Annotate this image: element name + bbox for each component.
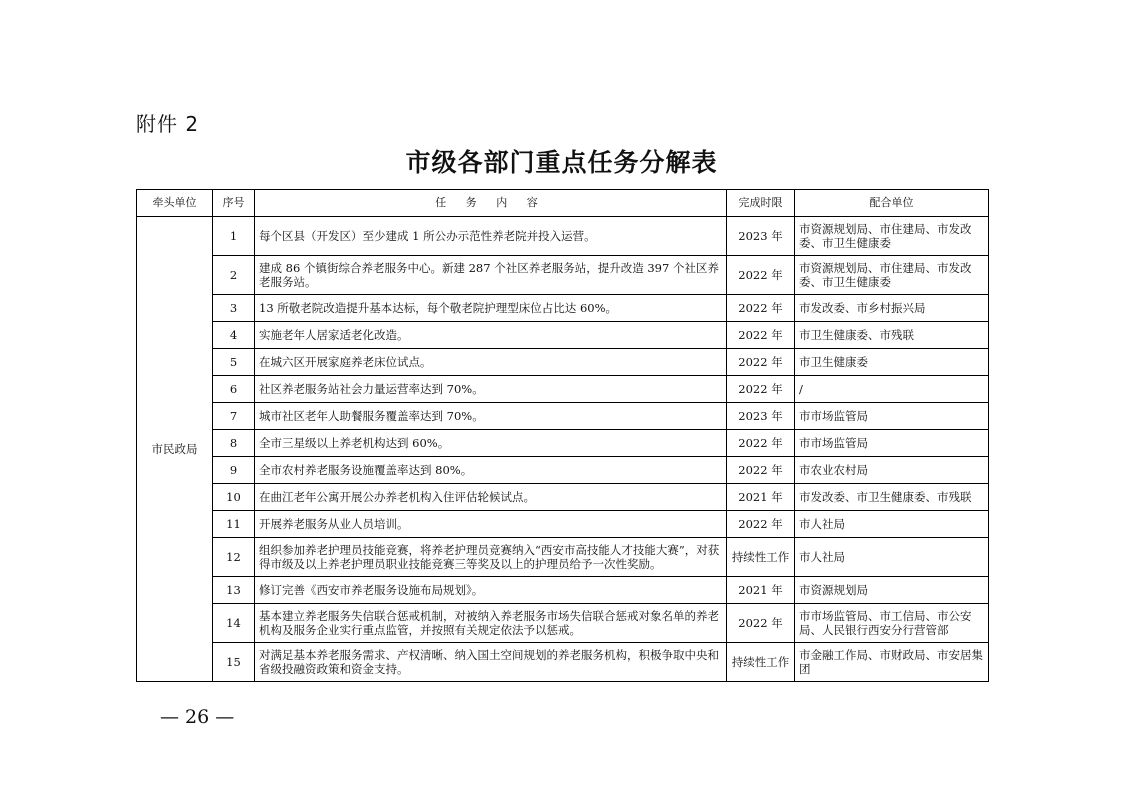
- deadline-cell: 2022 年: [727, 295, 795, 322]
- header-task-content: 任 务 内 容: [255, 190, 727, 217]
- deadline-cell: 2022 年: [727, 457, 795, 484]
- row-number-cell: 13: [213, 577, 255, 604]
- row-number-cell: 15: [213, 643, 255, 682]
- table-row: [137, 349, 989, 376]
- task-content-cell: 建成 86 个镇街综合养老服务中心。新建 287 个社区养老服务站，提升改造 397 个社区养老服务站。: [255, 256, 727, 295]
- partner-units-cell: 市人社局: [795, 511, 989, 538]
- partner-units-cell: 市卫生健康委、市残联: [795, 322, 989, 349]
- partner-units-cell: 市资源规划局、市住建局、市发改委、市卫生健康委: [795, 217, 989, 256]
- row-number-cell: 6: [213, 376, 255, 403]
- row-number-cell: 1: [213, 217, 255, 256]
- partner-units-cell: 市市场监管局、市工信局、市公安局、人民银行西安分行营管部: [795, 604, 989, 643]
- header-partner-units: 配合单位: [795, 190, 989, 217]
- deadline-cell: 持续性工作: [727, 643, 795, 682]
- deadline-cell: 2022 年: [727, 430, 795, 457]
- partner-units-cell: 市发改委、市卫生健康委、市残联: [795, 484, 989, 511]
- table-row: [137, 604, 989, 643]
- row-number-cell: 2: [213, 256, 255, 295]
- task-content-cell: 开展养老服务从业人员培训。: [255, 511, 727, 538]
- deadline-cell: 2022 年: [727, 349, 795, 376]
- partner-units-cell: 市农业农村局: [795, 457, 989, 484]
- deadline-cell: 持续性工作: [727, 538, 795, 577]
- partner-units-cell: 市发改委、市乡村振兴局: [795, 295, 989, 322]
- row-number-cell: 5: [213, 349, 255, 376]
- table-row: [137, 322, 989, 349]
- partner-units-cell: 市资源规划局: [795, 577, 989, 604]
- header-number: 序号: [213, 190, 255, 217]
- task-content-cell: 13 所敬老院改造提升基本达标，每个敬老院护理型床位占比达 60%。: [255, 295, 727, 322]
- partner-units-cell: 市金融工作局、市财政局、市安居集团: [795, 643, 989, 682]
- deadline-cell: 2022 年: [727, 376, 795, 403]
- header-deadline: 完成时限: [727, 190, 795, 217]
- table-row: [137, 376, 989, 403]
- task-content-cell: 基本建立养老服务失信联合惩戒机制，对被纳入养老服务市场失信联合惩戒对象名单的养老机构及服务企业实行重点监管，并按照有关规定依法予以惩戒。: [255, 604, 727, 643]
- task-content-cell: 社区养老服务站社会力量运营率达到 70%。: [255, 376, 727, 403]
- table-header-row: [137, 190, 989, 217]
- table-row: [137, 484, 989, 511]
- partner-units-cell: 市资源规划局、市住建局、市发改委、市卫生健康委: [795, 256, 989, 295]
- task-content-cell: 每个区县（开发区）至少建成 1 所公办示范性养老院并投入运营。: [255, 217, 727, 256]
- partner-units-cell: /: [795, 376, 989, 403]
- task-content-cell: 对满足基本养老服务需求、产权清晰、纳入国土空间规划的养老服务机构，积极争取中央和省级投融资政策和资金支持。: [255, 643, 727, 682]
- row-number-cell: 8: [213, 430, 255, 457]
- deadline-cell: 2022 年: [727, 322, 795, 349]
- row-number-cell: 10: [213, 484, 255, 511]
- table-row: [137, 256, 989, 295]
- table-row: [137, 643, 989, 682]
- deadline-cell: 2021 年: [727, 577, 795, 604]
- page-number: — 26 —: [160, 706, 235, 728]
- task-content-cell: 实施老年人居家适老化改造。: [255, 322, 727, 349]
- task-content-cell: 修订完善《西安市养老服务设施布局规划》。: [255, 577, 727, 604]
- deadline-cell: 2022 年: [727, 604, 795, 643]
- page-title: 市级各部门重点任务分解表: [405, 148, 718, 177]
- table-row: [137, 457, 989, 484]
- table-row: [137, 403, 989, 430]
- task-content-cell: 组织参加养老护理员技能竞赛，将养老护理员竞赛纳入“西安市高技能人才技能大赛”，对获得市级及以上养老护理员职业技能竞赛三等奖及以上的护理员给予一次性奖励。: [255, 538, 727, 577]
- row-number-cell: 7: [213, 403, 255, 430]
- table-row: [137, 577, 989, 604]
- row-number-cell: 12: [213, 538, 255, 577]
- header-lead-unit: 牵头单位: [137, 190, 213, 217]
- task-content-cell: 城市社区老年人助餐服务覆盖率达到 70%。: [255, 403, 727, 430]
- task-table: [136, 189, 989, 682]
- task-content-cell: 在曲江老年公寓开展公办养老机构入住评估轮候试点。: [255, 484, 727, 511]
- row-number-cell: 11: [213, 511, 255, 538]
- task-content-cell: 在城六区开展家庭养老床位试点。: [255, 349, 727, 376]
- table-row: [137, 295, 989, 322]
- table-row: [137, 511, 989, 538]
- attachment-label: 附件 2: [136, 112, 200, 136]
- row-number-cell: 9: [213, 457, 255, 484]
- deadline-cell: 2023 年: [727, 403, 795, 430]
- partner-units-cell: 市人社局: [795, 538, 989, 577]
- deadline-cell: 2022 年: [727, 511, 795, 538]
- lead-unit-cell: 市民政局: [137, 217, 213, 682]
- partner-units-cell: 市卫生健康委: [795, 349, 989, 376]
- row-number-cell: 4: [213, 322, 255, 349]
- table-row: [137, 430, 989, 457]
- row-number-cell: 3: [213, 295, 255, 322]
- deadline-cell: 2021 年: [727, 484, 795, 511]
- partner-units-cell: 市市场监管局: [795, 430, 989, 457]
- row-number-cell: 14: [213, 604, 255, 643]
- task-content-cell: 全市农村养老服务设施覆盖率达到 80%。: [255, 457, 727, 484]
- table-body: [137, 217, 989, 682]
- deadline-cell: 2023 年: [727, 217, 795, 256]
- table-row: [137, 217, 989, 256]
- deadline-cell: 2022 年: [727, 256, 795, 295]
- table-row: [137, 538, 989, 577]
- task-content-cell: 全市三星级以上养老机构达到 60%。: [255, 430, 727, 457]
- partner-units-cell: 市市场监管局: [795, 403, 989, 430]
